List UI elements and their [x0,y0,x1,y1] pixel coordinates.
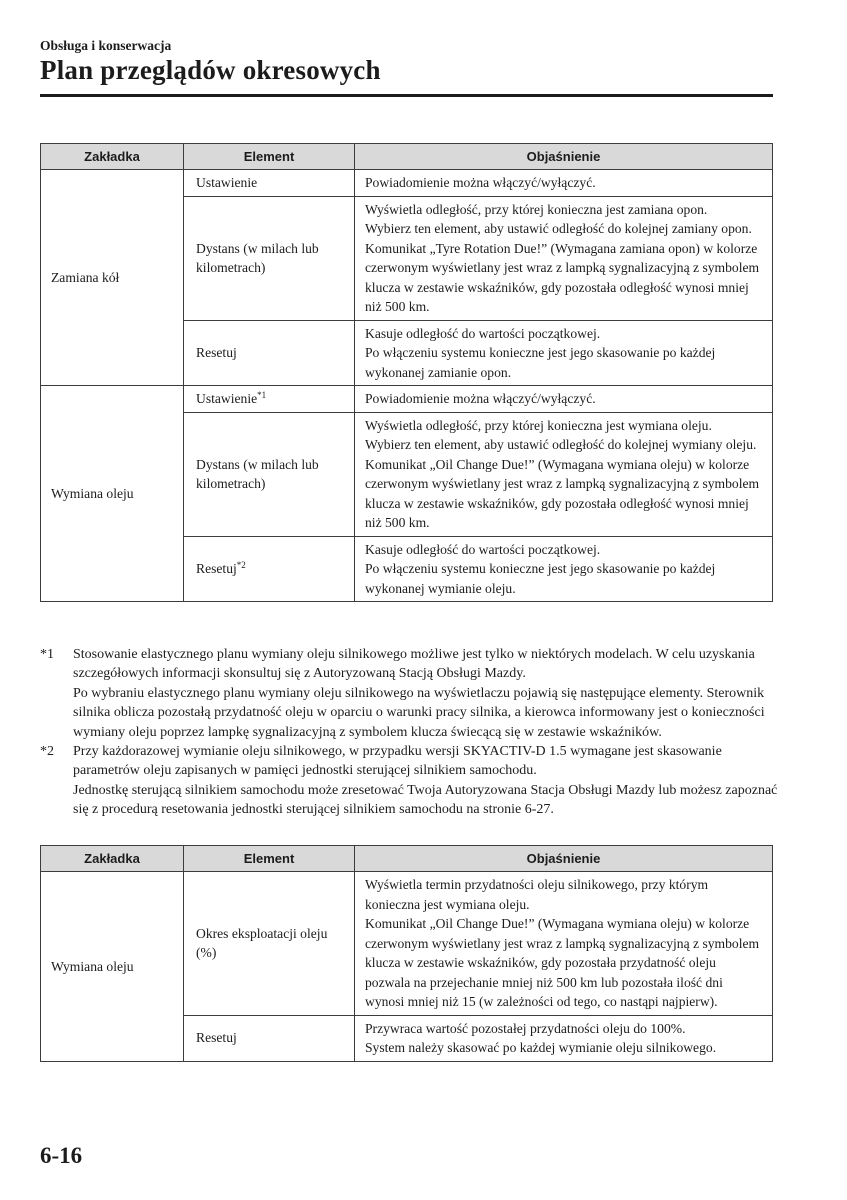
element-cell [184,412,355,536]
table-row [41,386,773,413]
explanation-paragraph: Powiadomienie można włączyć/wyłączyć. [365,175,596,190]
element-label: Resetuj [196,345,237,360]
table-row [41,170,773,197]
explanation-paragraph: Kasuje odległość do wartości początkowej. [365,541,601,557]
explanation-paragraph: Powiadomienie można włączyć/wyłączyć. [365,391,596,406]
explanation-cell [355,872,773,1016]
element-label: Resetuj [196,1030,237,1046]
page-number: 6-16 [40,1143,83,1168]
explanation-cell [355,320,773,386]
explanation-paragraph: System należy skasować po każdej wymianie oleju silnikowego. [365,1040,717,1055]
explanation-paragraph: Komunikat „Oil Change Due!” (Wymagana wymiana oleju) w kolorze czerwonym wyświetlany jest wraz z lampką sygnalizacyjną z symbolem klucza w zestawie wskaźników, gdy pozostała odległość wynosi mniej niż 500 km. [365,456,760,530]
explanation-cell [355,536,773,602]
table-row [41,872,773,1016]
column-header-element: Element [184,144,355,170]
table-body [41,170,773,602]
explanation-paragraph: Wyświetla termin przydatności oleju silnikowego, przy którym konieczna jest wymiana oleju. [365,877,709,912]
title-rule [40,94,773,97]
section-label: Obsługa i konserwacja [40,38,172,53]
explanation-paragraph: Wyświetla odległość, przy której konieczna jest wymiana oleju. [365,417,712,433]
footnote-mark: *1 [257,390,267,400]
footnote-paragraph: Przy każdorazowej wymianie oleju silnikowego, w przypadku wersji SKYACTIV-D 1.5 wymagane jest skasowanie parametrów oleju zapisanych w pamięci jednostki sterującej silnikiem samochodu. [73,744,722,779]
column-header-tab: Zakładka [41,846,184,872]
footnote-paragraph: Po wybraniu elastycznego planu wymiany oleju silnikowego na wyświetlaczu pojawią się następujące elementy. Sterownik silnika oblicza pozostałą przydatność oleju w oparciu o warunki pracy silnika, a kierowca informowany jest o konieczności wymiany oleju poprzez lampkę sygnalizacyjną z symbolem klucza świecącą się w zestawie wskaźników. [73,685,765,740]
explanation-paragraph: Po włączeniu systemu konieczne jest jego skasowanie po każdej wykonanej zamianie opon. [365,345,716,380]
element-cell [184,1015,355,1061]
footnotes [40,645,780,820]
element-label: Dystans (w milach lub kilometrach) [196,456,319,491]
element-cell [184,170,355,197]
tab-cell: Zamiana kół [41,170,184,386]
footnote [40,742,780,820]
explanation-paragraph: Przywraca wartość pozostałej przydatności oleju do 100%. [365,1020,686,1036]
column-header-element: Element [184,846,355,872]
explanation-paragraph: Wybierz ten element, aby ustawić odległość do kolejnej zamiany opon. [365,221,752,236]
explanation-paragraph: Wyświetla odległość, przy której konieczna jest zamiana opon. [365,201,708,217]
footnote-paragraph: Stosowanie elastycznego planu wymiany oleju silnikowego możliwe jest tylko w niektórych modelach. W celu uzyskania szczegółowych informacji skonsultuj się z Autoryzowaną Stacją Obsługi Mazdy. [73,647,755,682]
explanation-cell [355,412,773,536]
oil-life-table [40,845,773,1062]
footnote-mark: *2 [236,560,246,570]
element-label: Okres eksploatacji oleju (%) [196,925,328,961]
column-header-tab: Zakładka [41,144,184,170]
footnote-mark: *2 [40,744,54,760]
explanation-cell [355,196,773,320]
tab-cell: Wymiana oleju [41,872,184,1062]
footnote [40,645,780,742]
explanation-cell [355,1015,773,1061]
element-cell [184,320,355,386]
column-header-explanation: Objaśnienie [355,144,773,170]
table-body [41,872,773,1062]
element-cell [184,196,355,320]
element-label: Ustawienie [196,391,258,406]
element-cell [184,536,355,602]
explanation-paragraph: Kasuje odległość do wartości początkowej. [365,325,601,341]
column-header-explanation: Objaśnienie [355,846,773,872]
explanation-paragraph: Wybierz ten element, aby ustawić odległość do kolejnej wymiany oleju. [365,437,757,452]
explanation-paragraph: Komunikat „Tyre Rotation Due!” (Wymagana zamiana opon) w kolorze czerwonym wyświetlany jest wraz z lampką sygnalizacyjną z symbolem klucza w zestawie wskaźników, gdy pozostała odległość wynosi mniej niż 500 km. [365,240,760,314]
maintenance-settings-table [40,143,773,602]
element-label: Ustawienie [196,175,258,190]
page-title: Plan przeglądów okresowych [40,55,381,85]
element-cell [184,872,355,1016]
explanation-cell [355,386,773,413]
element-label: Dystans (w milach lub kilometrach) [196,240,319,275]
element-label: Resetuj [196,561,237,576]
footnote-paragraph: Jednostkę sterującą silnikiem samochodu może zresetować Twoja Autoryzowana Stacja Obsługi Mazdy lub możesz zapoznać się z procedurą resetowania jednostki sterującej silnikiem samochodu na stronie 6-27. [73,782,778,818]
element-cell [184,386,355,413]
table-header-row [41,144,773,170]
tab-cell: Wymiana oleju [41,386,184,602]
table-header-row [41,846,773,872]
footnote-mark: *1 [40,647,54,662]
explanation-paragraph: Po włączeniu systemu konieczne jest jego skasowanie po każdej wykonanej wymianie oleju. [365,561,716,596]
explanation-paragraph: Komunikat „Oil Change Due!” (Wymagana wymiana oleju) w kolorze czerwonym wyświetlany jest wraz z lampką sygnalizacyjną z symbolem klucza w zestawie wskaźników, gdy pozostała przydatność oleju pozwala na przejechanie mniej niż 500 km lub pozostała ilość dni wynosi mniej niż 15 (w zależności od tego, co nastąpi najpierw). [365,916,760,1009]
explanation-cell [355,170,773,197]
